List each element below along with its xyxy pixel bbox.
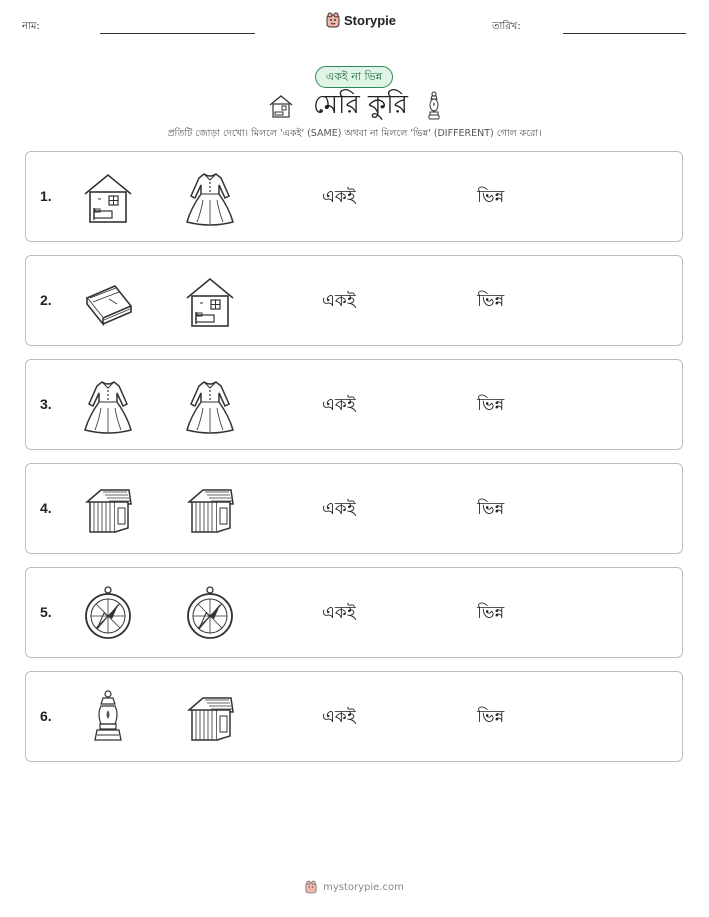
dress-icon	[183, 170, 237, 226]
question-number: 6.	[40, 708, 52, 724]
lantern-icon	[426, 91, 442, 121]
dress-icon	[183, 378, 237, 434]
page-title: মেরি কুরি	[313, 90, 408, 120]
option-same[interactable]: একই	[322, 603, 356, 623]
house-icon	[81, 170, 135, 226]
question-row	[25, 463, 683, 554]
question-number: 1.	[40, 188, 52, 204]
dress-icon	[81, 378, 135, 434]
question-row	[25, 671, 683, 762]
house-icon	[183, 274, 237, 330]
footer-url[interactable]: mystorypie.com	[323, 881, 404, 893]
storypie-logo	[326, 12, 396, 28]
book-icon	[81, 274, 135, 330]
name-line[interactable]	[100, 33, 255, 34]
option-different[interactable]: ভিন্ন	[477, 291, 505, 311]
option-same[interactable]: একই	[322, 291, 356, 311]
shed-icon	[81, 482, 135, 538]
name-label: নাম:	[22, 21, 40, 32]
footer	[0, 880, 709, 894]
option-same[interactable]: একই	[322, 395, 356, 415]
instruction-text: প্রতিটি জোড়া দেখো। মিললে 'একই' (SAME) অথবা না মিললে 'ভিন্ন' (DIFFERENT) গোল করো।	[167, 128, 542, 139]
compass-icon	[183, 586, 237, 642]
question-number: 3.	[40, 396, 52, 412]
worksheet-type-badge: একই না ভিন্ন	[315, 66, 393, 88]
compass-icon	[81, 586, 135, 642]
option-same[interactable]: একই	[322, 187, 356, 207]
question-row	[25, 151, 683, 242]
brand-name: Storypie	[344, 12, 397, 28]
lantern-icon	[81, 690, 135, 746]
storypie-mascot-icon	[305, 880, 317, 894]
option-different[interactable]: ভিন্ন	[477, 707, 505, 727]
option-same[interactable]: একই	[322, 707, 356, 727]
option-different[interactable]: ভিন্ন	[477, 499, 505, 519]
date-label: তারিখ:	[492, 21, 521, 32]
question-number: 2.	[40, 292, 52, 308]
shed-icon	[183, 690, 237, 746]
question-row	[25, 255, 683, 346]
question-row	[25, 359, 683, 450]
shed-icon	[183, 482, 237, 538]
option-different[interactable]: ভিন্ন	[477, 395, 505, 415]
question-row	[25, 567, 683, 658]
date-line[interactable]	[563, 33, 686, 34]
option-same[interactable]: একই	[322, 499, 356, 519]
question-number: 5.	[40, 604, 52, 620]
storypie-mascot-icon	[326, 12, 340, 28]
option-different[interactable]: ভিন্ন	[477, 187, 505, 207]
option-different[interactable]: ভিন্ন	[477, 603, 505, 623]
question-number: 4.	[40, 500, 52, 516]
house-icon	[267, 93, 295, 119]
